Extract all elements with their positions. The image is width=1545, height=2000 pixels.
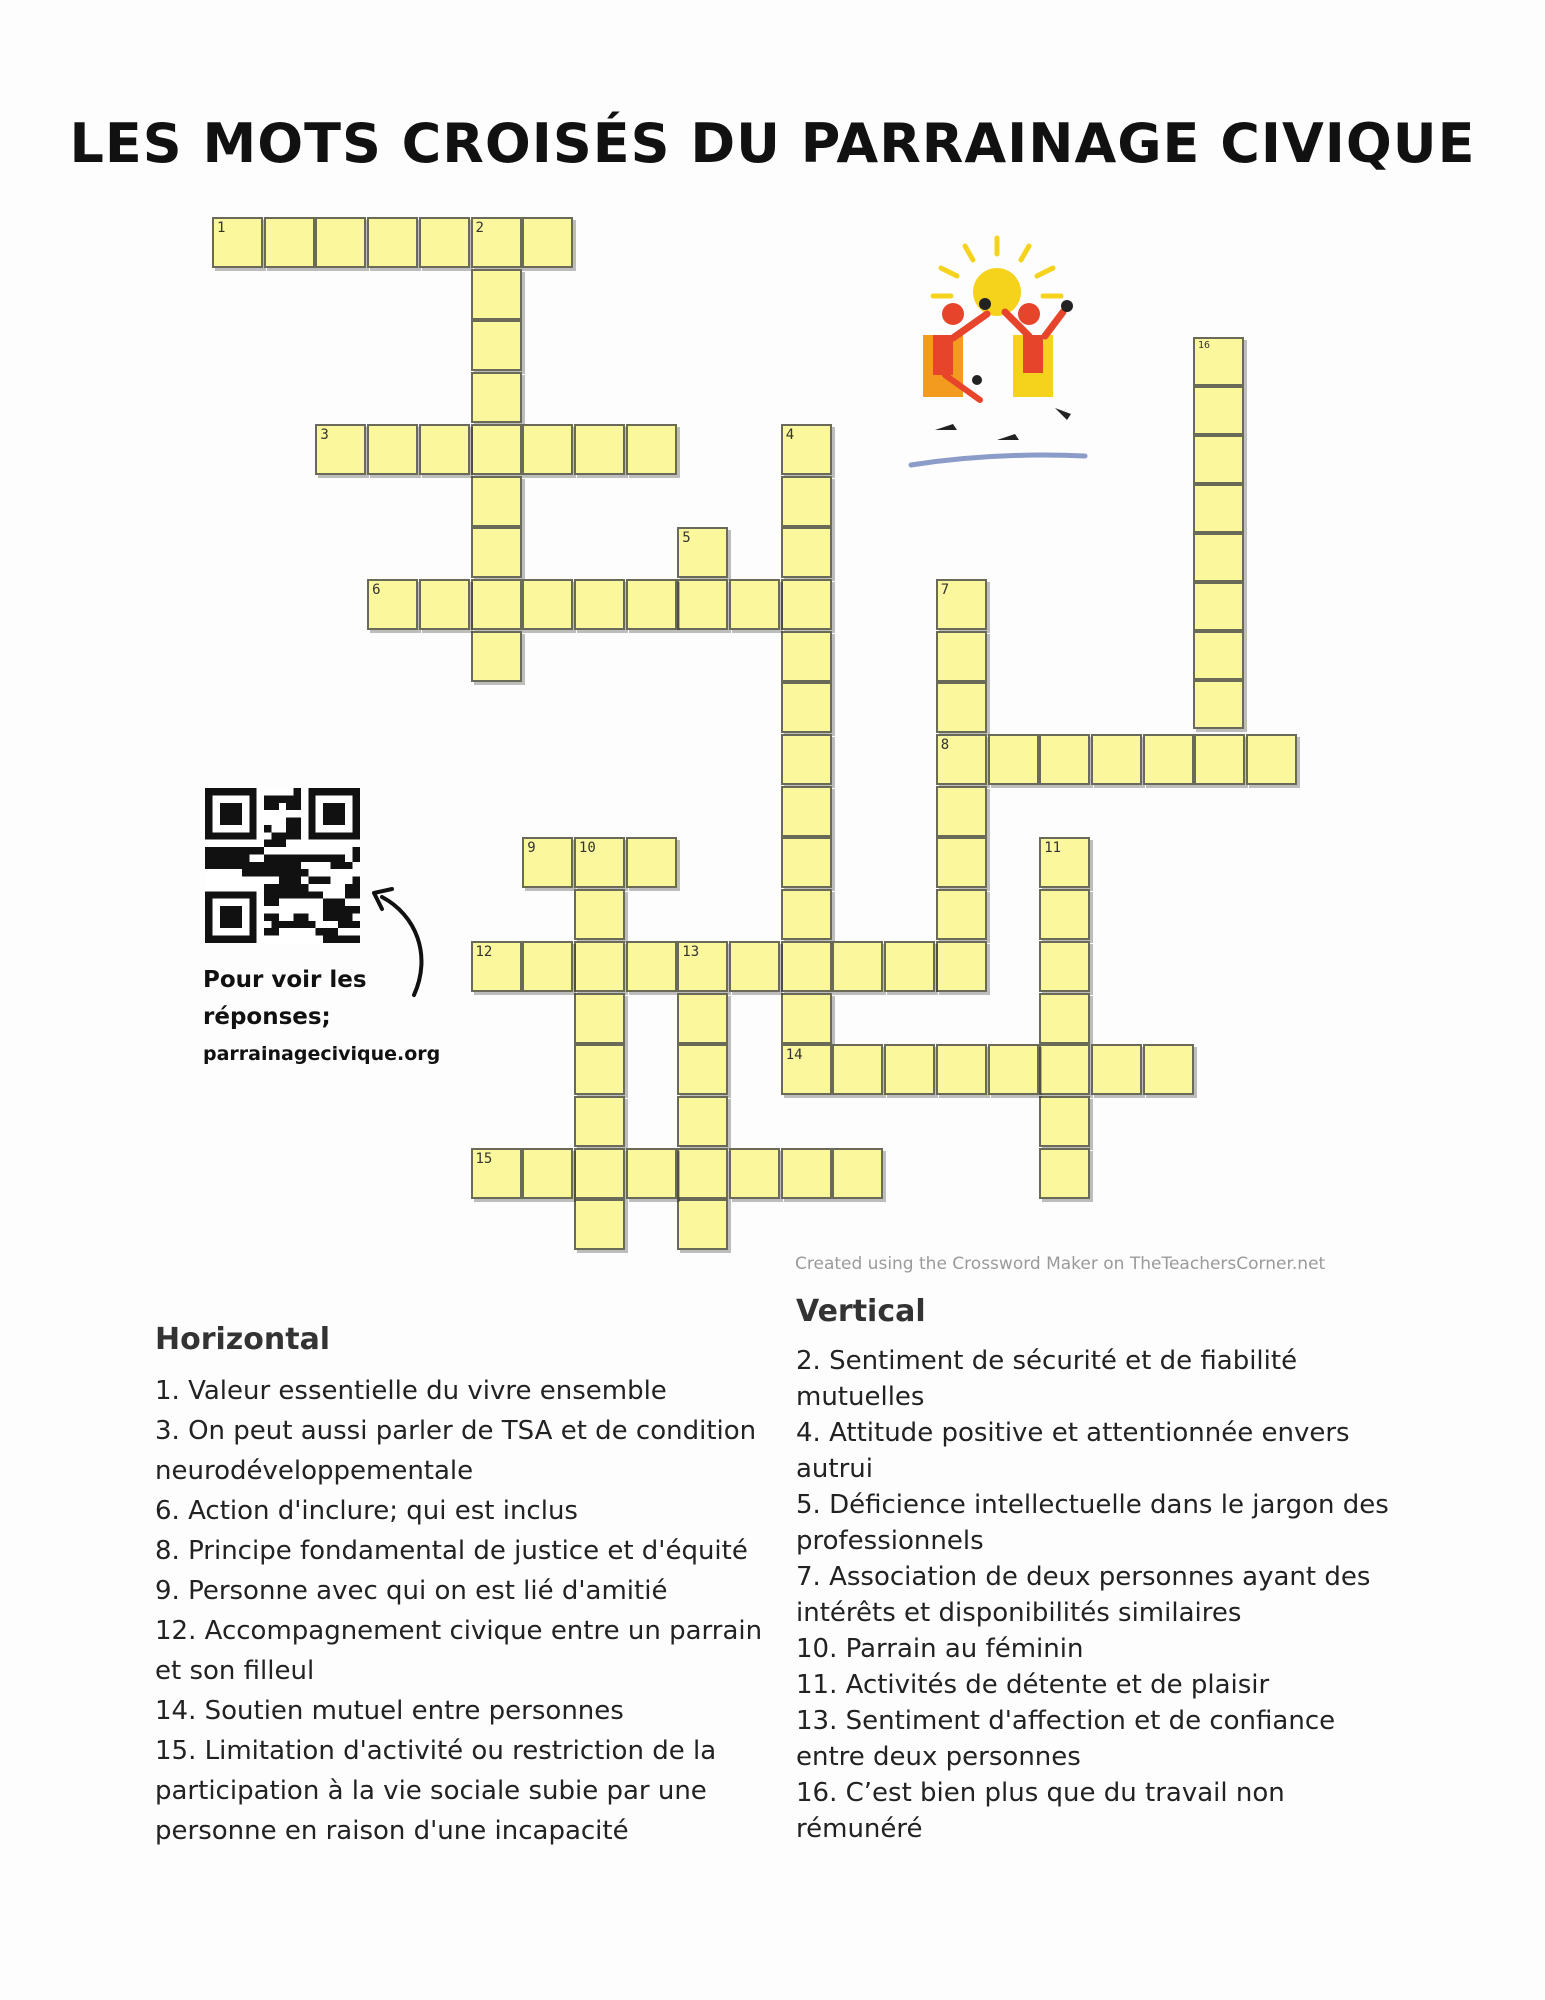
- crossword-cell[interactable]: [936, 837, 987, 888]
- crossword-cell[interactable]: [471, 579, 522, 630]
- crossword-cell[interactable]: [574, 889, 625, 940]
- crossword-cell[interactable]: [781, 889, 832, 940]
- crossword-cell[interactable]: [471, 476, 522, 527]
- crossword-cell[interactable]: [522, 1148, 573, 1199]
- crossword-cell[interactable]: [315, 424, 366, 475]
- clue-number: 2: [475, 220, 484, 236]
- crossword-cell[interactable]: [522, 837, 573, 888]
- crossword-cell[interactable]: [781, 993, 832, 1044]
- clue-across-9: 9. Personne avec qui on est lié d'amitié: [155, 1576, 668, 1606]
- crossword-cell[interactable]: [574, 837, 625, 888]
- crossword-cell[interactable]: [781, 527, 832, 578]
- crossword-cell[interactable]: [988, 734, 1039, 785]
- clue-number: 14: [785, 1047, 803, 1064]
- crossword-cell[interactable]: [936, 889, 987, 940]
- page-title: LES MOTS CROISÉS DU PARRAINAGE CIVIQUE: [69, 112, 1476, 175]
- clue-across-1: 1. Valeur essentielle du vivre ensemble: [155, 1376, 667, 1406]
- crossword-cell[interactable]: [471, 372, 522, 423]
- crossword-cell[interactable]: [419, 424, 470, 475]
- crossword-cell[interactable]: [1039, 734, 1090, 785]
- crossword-cell[interactable]: [781, 579, 832, 630]
- crossword-cell[interactable]: [522, 217, 573, 268]
- crossword-cell[interactable]: [1039, 837, 1090, 888]
- crossword-cell[interactable]: [936, 786, 987, 837]
- crossword-cell[interactable]: [936, 1044, 987, 1095]
- crossword-cell[interactable]: [1091, 734, 1142, 785]
- crossword-cell[interactable]: [574, 941, 625, 992]
- crossword-credit: Created using the Crossword Maker on TheTeachersCorner.net: [795, 1254, 1326, 1274]
- clue-across-3: 3. On peut aussi parler de TSA et de condition neurodéveloppementale: [155, 1416, 757, 1486]
- clue-across-6: 6. Action d'inclure; qui est inclus: [155, 1496, 578, 1526]
- clue-number: 15: [475, 1150, 493, 1167]
- crossword-cell[interactable]: [677, 527, 728, 578]
- crossword-cell[interactable]: [1039, 1148, 1090, 1199]
- crossword-cell[interactable]: [471, 217, 522, 268]
- crossword-cell[interactable]: [677, 1044, 728, 1095]
- crossword-cell[interactable]: [781, 1044, 832, 1095]
- clue-number: 4: [785, 426, 795, 443]
- crossword-cell[interactable]: [1039, 941, 1090, 992]
- crossword-cell[interactable]: [626, 837, 677, 888]
- crossword-cell[interactable]: [832, 1148, 883, 1199]
- qr-caption-line2: réponses;: [203, 1004, 331, 1030]
- crossword-cell[interactable]: [626, 424, 677, 475]
- crossword-cell[interactable]: [677, 941, 728, 992]
- crossword-cell[interactable]: [781, 631, 832, 682]
- clue-across-12: 12. Accompagnement civique entre un parrain et son filleul: [155, 1616, 763, 1686]
- crossword-cell[interactable]: [626, 941, 677, 992]
- clue-across-15: 15. Limitation d'activité ou restriction de la participation à la vie sociale subie par une personne en raison d'une incapacité: [155, 1736, 717, 1846]
- crossword-cell[interactable]: [419, 217, 470, 268]
- crossword-cell[interactable]: [522, 424, 573, 475]
- crossword-cell[interactable]: [1193, 337, 1244, 386]
- crossword-cell[interactable]: [574, 1096, 625, 1147]
- crossword-cell[interactable]: [471, 1148, 522, 1199]
- crossword-cell[interactable]: [471, 941, 522, 992]
- qr-caption-url: parrainagecivique.org: [203, 1043, 441, 1065]
- crossword-cell[interactable]: [677, 1199, 728, 1250]
- crossword-cell[interactable]: [471, 269, 522, 320]
- crossword-cell[interactable]: [936, 941, 987, 992]
- clue-number: 7: [940, 581, 950, 598]
- across-heading: Horizontal: [155, 1322, 331, 1357]
- crossword-cell[interactable]: [781, 476, 832, 527]
- down-clues: [796, 1294, 1396, 1847]
- crossword-cell[interactable]: [1143, 1044, 1194, 1095]
- crossword-cell[interactable]: [884, 941, 935, 992]
- crossword-cell[interactable]: [212, 217, 263, 268]
- crossword-cell[interactable]: [471, 527, 522, 578]
- crossword-cell[interactable]: [1193, 631, 1244, 680]
- crossword-cell[interactable]: [471, 320, 522, 371]
- crossword-cell[interactable]: [781, 682, 832, 733]
- crossword-cell[interactable]: [677, 1148, 728, 1199]
- crossword-cell[interactable]: [367, 217, 418, 268]
- crossword-cell[interactable]: [677, 1096, 728, 1147]
- clue-number: 12: [475, 943, 493, 960]
- crossword-cell[interactable]: [574, 993, 625, 1044]
- crossword-cell[interactable]: [1193, 435, 1244, 484]
- crossword-cell[interactable]: [1193, 484, 1244, 533]
- crossword-cell[interactable]: [574, 424, 625, 475]
- crossword-cell[interactable]: [936, 631, 987, 682]
- crossword-cell[interactable]: [419, 579, 470, 630]
- clue-down-7: 7. Association de deux personnes ayant des intérêts et disponibilités similaires: [796, 1562, 1371, 1628]
- crossword-cell[interactable]: [832, 1044, 883, 1095]
- crossword-cell[interactable]: [1143, 734, 1194, 785]
- crossword-cell[interactable]: [781, 941, 832, 992]
- parrainage-logo-icon: [905, 230, 1090, 475]
- clue-down-16: 16. C’est bien plus que du travail non rémunéré: [796, 1778, 1285, 1844]
- crossword-cell[interactable]: [315, 217, 366, 268]
- crossword-cell[interactable]: [471, 631, 522, 682]
- clue-number: 1: [217, 220, 226, 236]
- clue-number: 8: [940, 737, 950, 753]
- clue-down-11: 11. Activités de détente et de plaisir: [796, 1670, 1270, 1700]
- down-heading: Vertical: [796, 1294, 926, 1329]
- crossword-cell[interactable]: [729, 941, 780, 992]
- crossword-cell[interactable]: [781, 837, 832, 888]
- crossword-cell[interactable]: [1193, 386, 1244, 435]
- crossword-cell[interactable]: [936, 682, 987, 733]
- crossword-cell[interactable]: [1193, 680, 1244, 729]
- clue-number: 13: [682, 943, 700, 960]
- crossword-cell[interactable]: [781, 1148, 832, 1199]
- crossword-cell[interactable]: [1039, 1044, 1090, 1095]
- crossword-cell[interactable]: [626, 1148, 677, 1199]
- qr-caption-line1: Pour voir les: [203, 967, 367, 993]
- crossword-cell[interactable]: [574, 1199, 625, 1250]
- crossword-cell[interactable]: [264, 217, 315, 268]
- across-clues: [155, 1322, 765, 1851]
- crossword-cell[interactable]: [522, 579, 573, 630]
- qr-caption: [203, 962, 440, 1073]
- crossword-cell[interactable]: [471, 424, 522, 475]
- crossword-cell[interactable]: [1039, 889, 1090, 940]
- clue-down-4: 4. Attitude positive et attentionnée envers autrui: [796, 1418, 1350, 1484]
- crossword-cell[interactable]: [988, 1044, 1039, 1095]
- crossword-cell[interactable]: [781, 424, 832, 475]
- crossword-cell[interactable]: [626, 579, 677, 630]
- crossword-cell[interactable]: [677, 579, 728, 630]
- crossword-cell[interactable]: [677, 993, 728, 1044]
- crossword-cell[interactable]: [1039, 1096, 1090, 1147]
- clue-across-14: 14. Soutien mutuel entre personnes: [155, 1696, 624, 1726]
- crossword-cell[interactable]: [729, 1148, 780, 1199]
- clue-number: 16: [1198, 340, 1211, 351]
- crossword-cell[interactable]: [936, 579, 987, 630]
- crossword-cell[interactable]: [574, 579, 625, 630]
- clue-across-8: 8. Principe fondamental de justice et d'équité: [155, 1536, 748, 1566]
- crossword-cell[interactable]: [1246, 734, 1297, 785]
- crossword-cell[interactable]: [367, 424, 418, 475]
- clue-number: 5: [682, 530, 691, 547]
- crossword-cell[interactable]: [1091, 1044, 1142, 1095]
- crossword-cell[interactable]: [1193, 533, 1244, 582]
- crossword-cell[interactable]: [781, 786, 832, 837]
- clue-number: 11: [1044, 840, 1062, 857]
- clue-down-10: 10. Parrain au féminin: [796, 1634, 1084, 1664]
- clue-down-13: 13. Sentiment d'affection et de confiance entre deux personnes: [796, 1706, 1336, 1772]
- clue-number: 9: [527, 840, 536, 857]
- clue-down-2: 2. Sentiment de sécurité et de fiabilité mutuelles: [796, 1346, 1298, 1412]
- clue-number: 6: [372, 581, 381, 598]
- clue-number: 3: [320, 426, 329, 443]
- crossword-cell[interactable]: [1039, 993, 1090, 1044]
- crossword-cell[interactable]: [1194, 734, 1245, 785]
- crossword-cell[interactable]: [729, 579, 780, 630]
- crossword-cell[interactable]: [936, 734, 987, 785]
- crossword-cell[interactable]: [884, 1044, 935, 1095]
- clue-down-5: 5. Déficience intellectuelle dans le jargon des professionnels: [796, 1490, 1389, 1556]
- crossword-cell[interactable]: [1193, 582, 1244, 631]
- clue-number: 10: [578, 840, 596, 857]
- qr-code-icon: [205, 788, 360, 943]
- crossword-cell[interactable]: [832, 941, 883, 992]
- crossword-cell[interactable]: [574, 1148, 625, 1199]
- crossword-cell[interactable]: [522, 941, 573, 992]
- crossword-cell[interactable]: [574, 1044, 625, 1095]
- crossword-cell[interactable]: [367, 579, 418, 630]
- crossword-cell[interactable]: [781, 734, 832, 785]
